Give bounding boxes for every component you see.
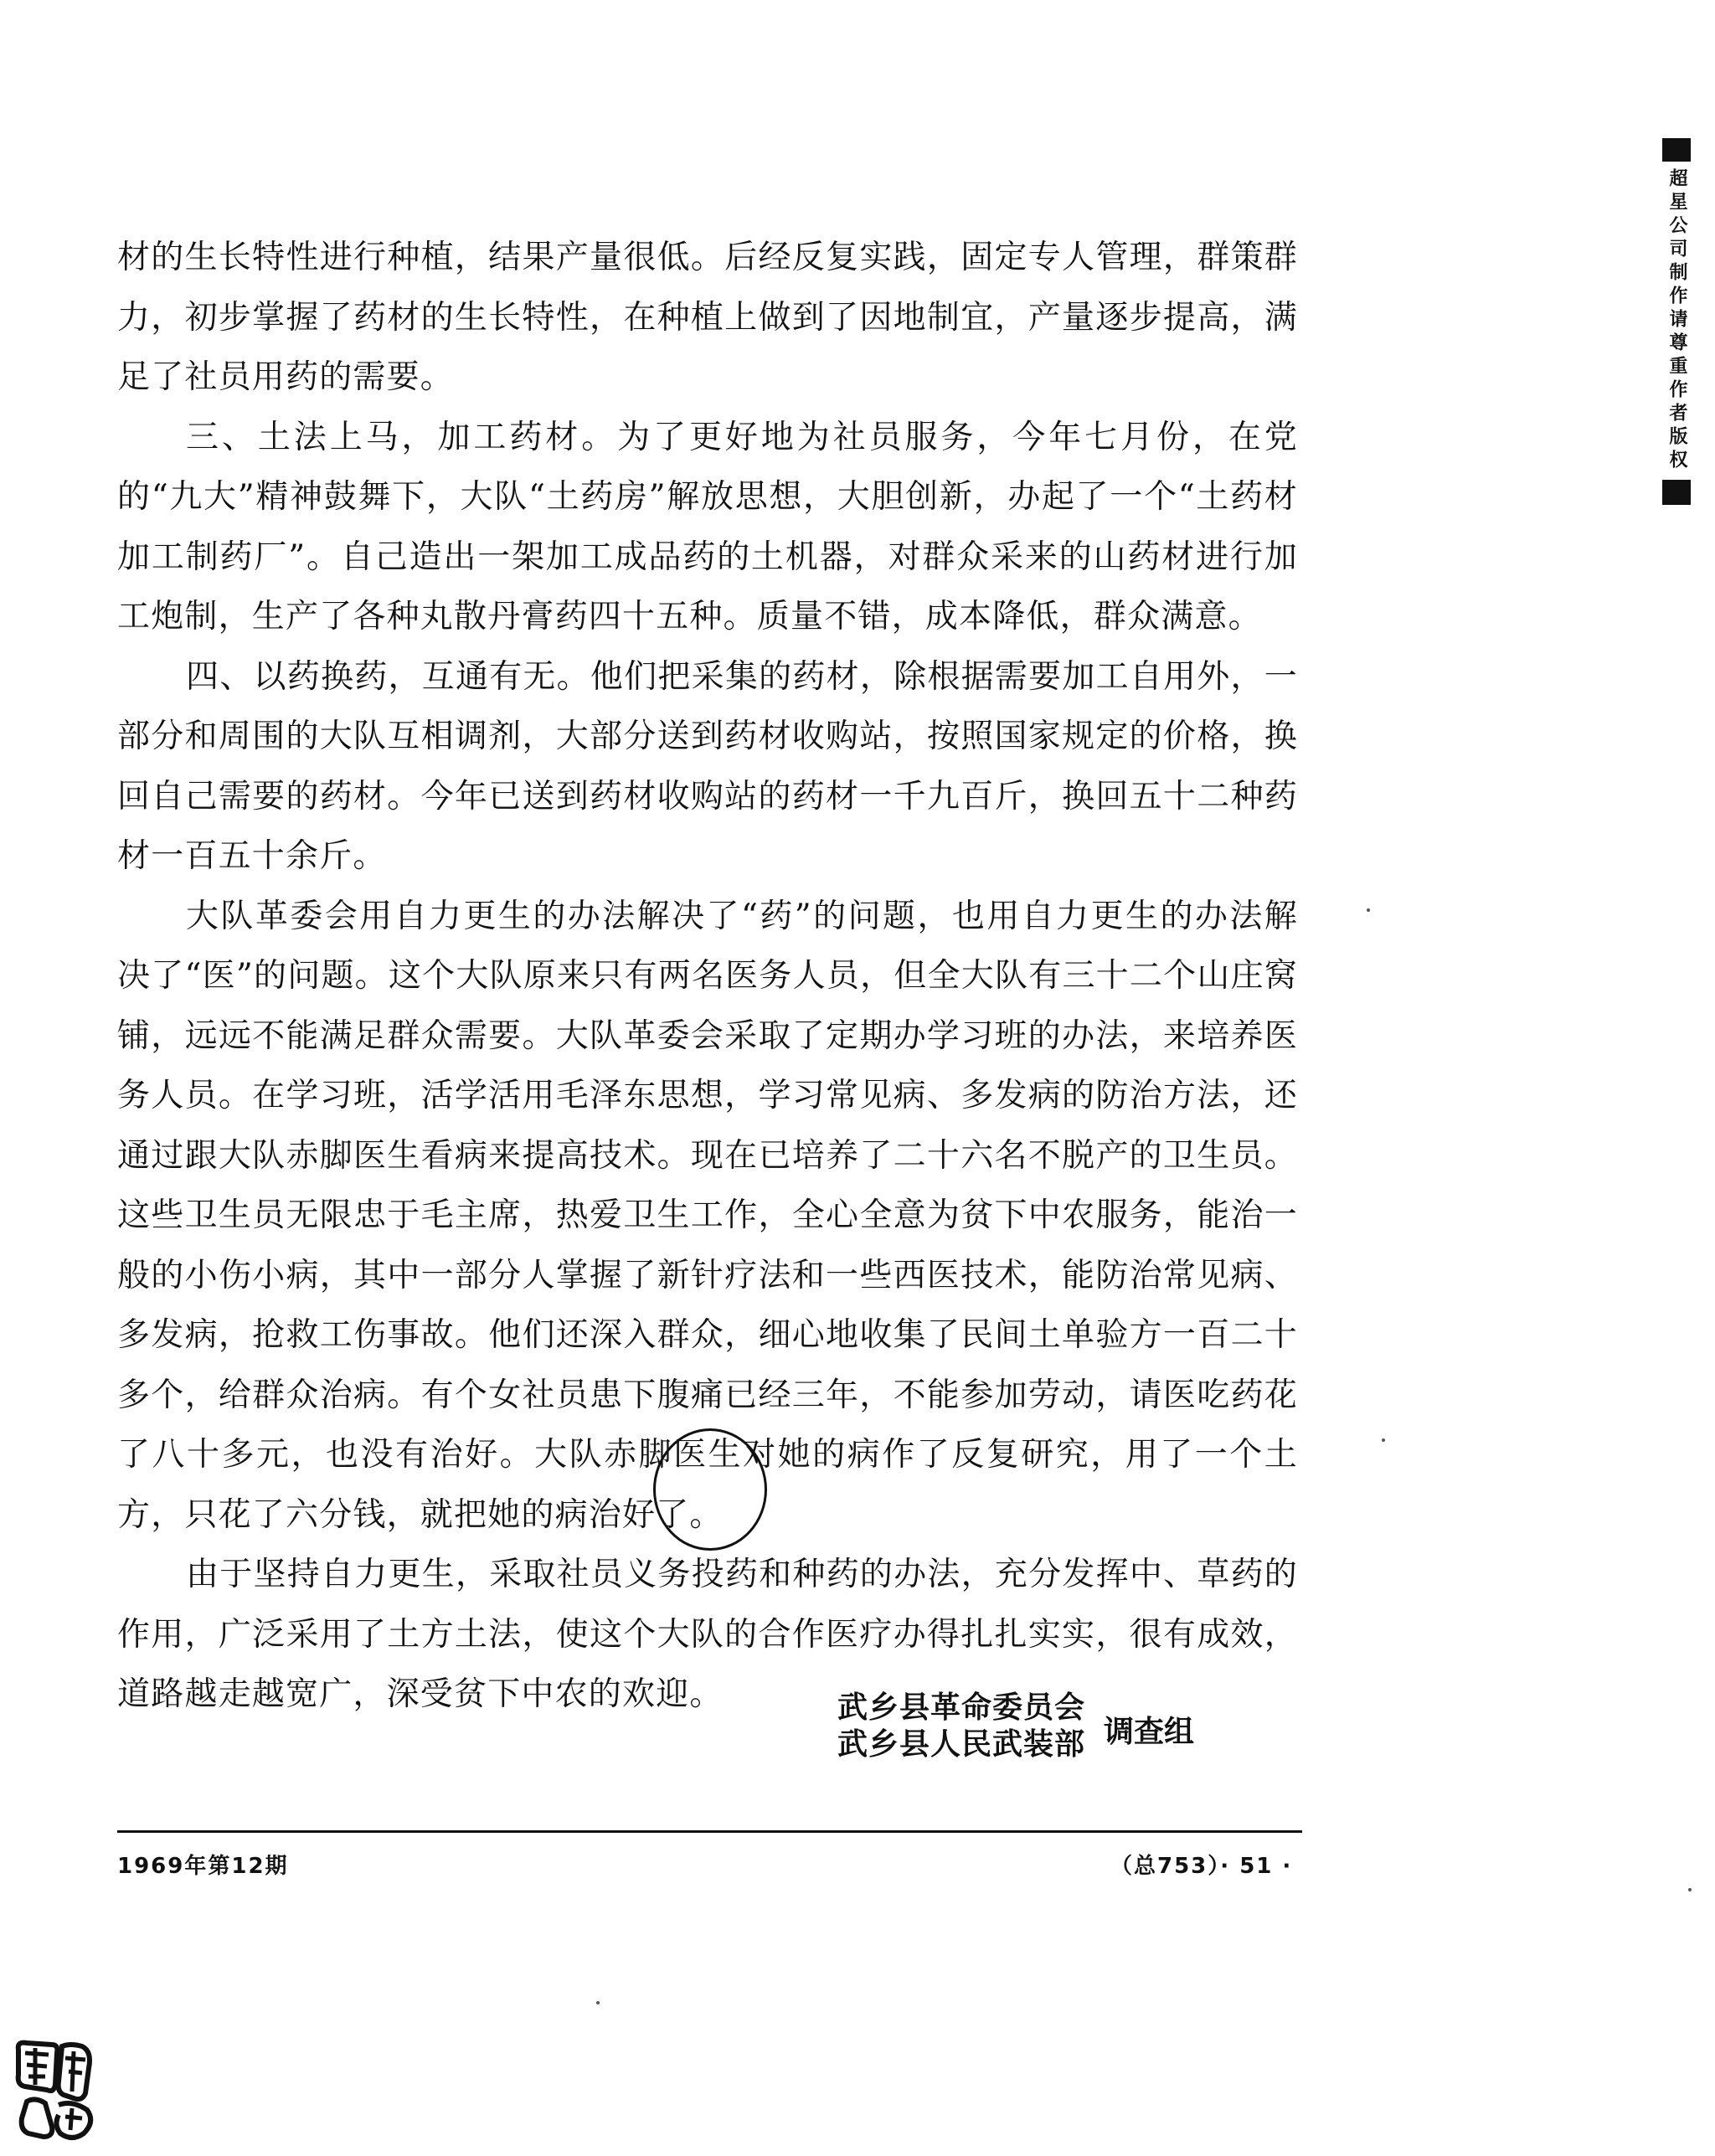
signature-suffix: 调查组: [1104, 1715, 1195, 1749]
copyright-watermark: [1662, 138, 1696, 505]
stray-mark: [1382, 1438, 1385, 1442]
footer-divider: [117, 1830, 1302, 1833]
watermark-text: 超星公司制作请尊重作者版权: [1666, 168, 1687, 473]
hand-drawn-circle-mark: [653, 1428, 767, 1551]
watermark-bar-top: [1662, 138, 1691, 162]
library-seal-stamp: [10, 2035, 102, 2143]
footer-page-number: （总753）· 51 ·: [1110, 1854, 1293, 1879]
stray-mark: [1367, 908, 1370, 912]
watermark-bar-bottom: [1662, 480, 1691, 505]
paragraph-5: 由于坚持自力更生，采取社员义务投药和种药的办法，充分发挥中、草药的作用，广泛采用了土方土法，使这个大队的合作医疗办得扎扎实实，很有成效，道路越走越宽广，深受贫下中农的欢迎。: [117, 1556, 1298, 1713]
signature-block: [837, 1690, 1085, 1763]
signature-org-2: 武乡县人民武装部: [837, 1727, 1086, 1762]
stray-mark: [596, 2001, 600, 2004]
signature-org-1: 武乡县革命委员会: [837, 1690, 1086, 1725]
stray-mark: [1688, 1888, 1692, 1891]
paragraph-3: 四、以药换药，互通有无。他们把采集的药材，除根据需要加工自用外，一部分和周围的大队互相调剂，大部分送到药材收购站，按照国家规定的价格，换回自己需要的药材。今年已送到药材收购站的药材一千九百斤，换回五十二种药材一百五十余斤。: [117, 657, 1298, 875]
paragraph-1: 材的生长特性进行种植，结果产量很低。后经反复实践，固定专人管理，群策群力，初步掌握了药材的生长特性，在种植上做到了因地制宜，产量逐步提高，满足了社员用药的需要。: [117, 239, 1298, 396]
paragraph-2: 三、土法上马，加工药材。为了更好地为社员服务，今年七月份，在党的“九大”精神鼓舞下，大队“土药房”解放思想，大胆创新，办起了一个“土药材加工制药厂”。自己造出一架加工成品药的土机器，对群众采来的山药材进行加工炮制，生产了各种丸散丹膏药四十五种。质量不错，成本降低，群众满意。: [117, 418, 1298, 635]
footer-issue: 1969年第12期: [117, 1854, 289, 1879]
paragraph-4: 大队革委会用自力更生的办法解决了“药”的问题，也用自力更生的办法解决了“医”的问题。这个大队原来只有两名医务人员，但全大队有三十二个山庄窝铺，远远不能满足群众需要。大队革委会采取了定期办学习班的办法，来培养医务人员。在学习班，活学活用毛泽东思想，学习常见病、多发病的防治方法，还通过跟大队赤脚医生看病来提高技术。现在已培养了二十六名不脱产的卫生员。这些卫生员无限忠于毛主席，热爱卫生工作，全心全意为贫下中农服务，能治一般的小伤小病，其中一部分人掌握了新针疗法和一些西医技术，能防治常见病、多发病，抢救工伤事故。他们还深入群众，细心地收集了民间土单验方一百二十多个，给群众治病。有个女社员患下腹痛已经三年，不能参加劳动，请医吃药花了八十多元，也没有治好。大队赤脚医生对她的病作了反复研究，用了一个土方，只花了六分钱，就把她的病治好了。: [117, 897, 1298, 1534]
